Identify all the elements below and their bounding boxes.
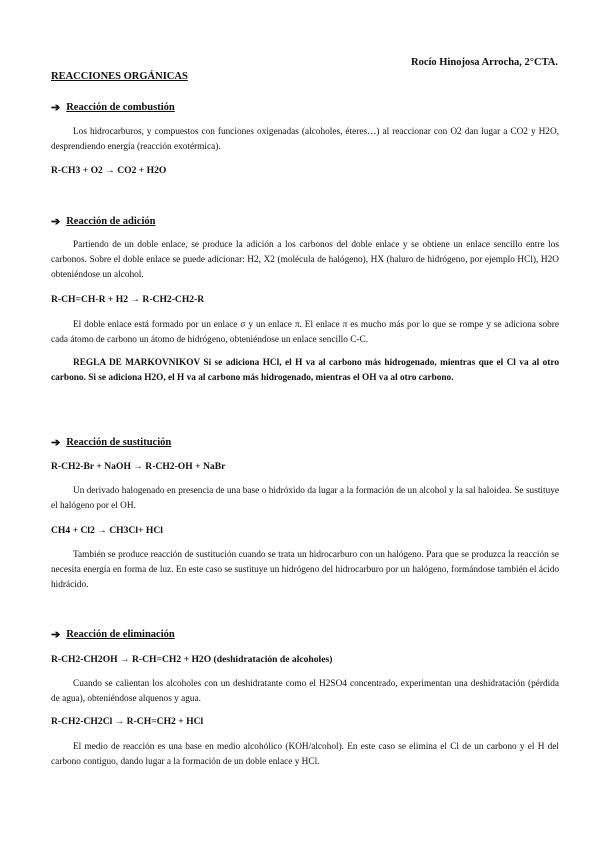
author-line: Rocío Hinojosa Arrocha, 2°CTA. (410, 57, 558, 68)
paragraph-text: El doble enlace está formado por un enlace σ y un enlace π. El enlace π es mucho más por lo que se rompe y se adiciona sobre cada átomo de carbono un átomo de hidrógeno, obteniéndose un enlace sencillo C-C. (51, 320, 559, 345)
section-heading-label: Reacción de adición (66, 216, 156, 227)
reaction-formula: R-CH2-CH2Cl → R-CH=CH2 + HCl (51, 716, 204, 727)
document-title: REACCIONES ORGÁNICAS (51, 71, 188, 82)
paragraph-text: Los hidrocarburos, y compuestos con funciones oxigenadas (alcoholes, éteres…) al reaccionar con O2 dan lugar a CO2 y H2O, desprendiendo energía (reacción exotérmica). (51, 127, 559, 152)
section-heading-eliminacion (51, 628, 175, 641)
paragraph (51, 484, 559, 514)
markovnikov-rule (51, 356, 559, 386)
reaction-formula: R-CH2-Br + NaOH → R-CH2-OH + NaBr (51, 461, 226, 472)
arrow-icon: ➔ (51, 629, 61, 641)
paragraph (51, 548, 559, 593)
section-heading-combustion (51, 101, 175, 114)
paragraph (51, 677, 559, 707)
arrow-icon: ➔ (51, 437, 61, 449)
paragraph-text: REGLA DE MARKOVNIKOV Si se adiciona HCl, el H va al carbono más hidrogenado, mientras que el Cl va al otro carbono. Si se adiciona H2O, el H va al carbono más hidrogenado, mientras el OH va al otro carbono. (51, 358, 559, 383)
section-heading-label: Reacción de combustión (66, 102, 175, 113)
paragraph (51, 740, 559, 770)
arrow-icon: ➔ (51, 102, 61, 114)
paragraph-text: Un derivado halogenado en presencia de una base o hidróxido da lugar a la formación de un alcohol y la sal haloidea. Se sustituye el halógeno por el OH. (51, 486, 559, 511)
paragraph (51, 238, 559, 283)
reaction-formula: R-CH2-CH2OH → R-CH=CH2 + H2O (deshidratación de alcoholes) (51, 654, 333, 665)
reaction-formula: CH4 + Cl2 → CH3Cl+ HCl (51, 525, 163, 536)
reaction-formula: R-CH=CH-R + H2 → R-CH2-CH2-R (51, 294, 205, 305)
paragraph-text: Cuando se calientan los alcoholes con un deshidratante como el H2SO4 concentrado, experimentan una deshidratación (pérdida de agua), obteniéndose alquenos y agua. (51, 679, 559, 704)
reaction-formula: R-CH3 + O2 → CO2 + H2O (51, 165, 167, 176)
paragraph-text: También se produce reacción de sustitución cuando se trata un hidrocarburo con un halógeno. Para que se produzca la reacción se necesita energía en forma de luz. En este caso se sustituye un hidrógeno del hidrocarburo por un halógeno, formándose también el ácido hidrácido. (51, 550, 559, 590)
paragraph-text: El medio de reacción es una base en medio alcohólico (KOH/alcohol). En este caso se elimina el Cl de un carbono y el H del carbono contiguo, dando lugar a la formación de un doble enlace y HCl. (51, 742, 559, 767)
section-heading-label: Reacción de eliminación (66, 629, 175, 640)
arrow-icon: ➔ (51, 216, 61, 228)
paragraph (51, 318, 559, 348)
paragraph (51, 125, 559, 155)
section-heading-sustitucion (51, 436, 171, 449)
section-heading-adicion (51, 215, 155, 228)
section-heading-label: Reacción de sustitución (66, 437, 172, 448)
paragraph-text: Partiendo de un doble enlace, se produce la adición a los carbonos del doble enlace y se obtiene un enlace sencillo entre los carbonos. Sobre el doble enlace se puede adicionar: H2, X2 (molécula de halógeno), HX (haluro de hidrógeno, por ejemplo HCl), H2O obteniéndose un alcohol. (51, 240, 559, 280)
